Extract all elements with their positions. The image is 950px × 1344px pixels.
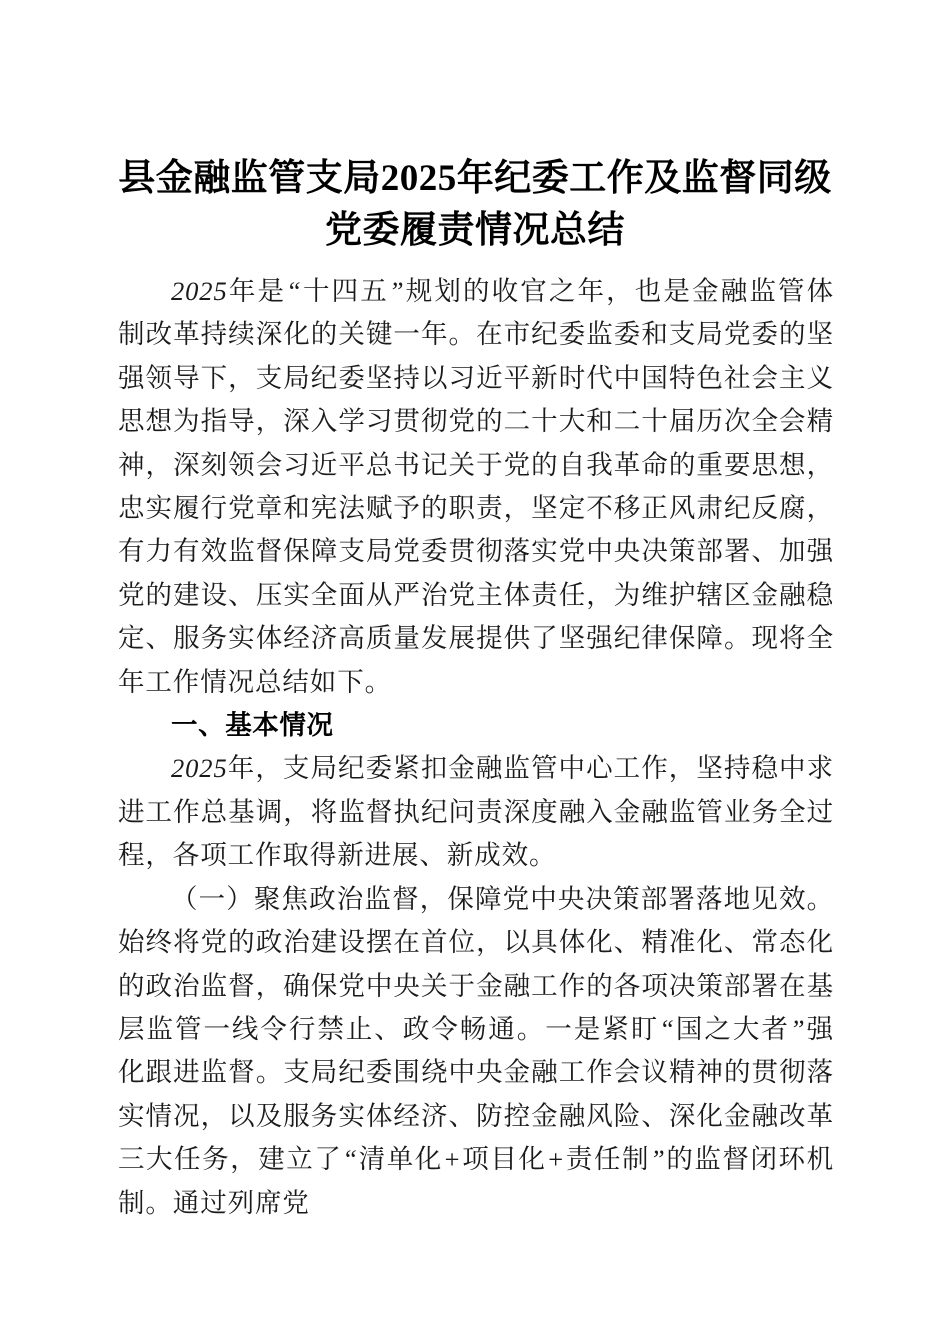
opening-paragraph: 2025年是“十四五”规划的收官之年，也是金融监管体制改革持续深化的关键一年。在市纪委监委和支局党委的坚强领导下，支局纪委坚持以习近平新时代中国特色社会主义思想为指导，深入学习贯彻党的二十大和二十届历次全会精神，深刻领会习近平总书记关于党的自我革命的重要思想，忠实履行党章和宪法赋予的职责，坚定不移正风肃纪反腐，有力有效监督保障支局党委贯彻落实党中央决策部署、加强党的建设、压实全面从严治党主体责任，为维护辖区金融稳定、服务实体经济高质量发展提供了坚强纪律保障。现将全年工作情况总结如下。: [118, 276, 834, 697]
section-heading-1: 一、基本情况: [171, 710, 334, 741]
subsection-1-body: 始终将党的政治建设摆在首位，以具体化、精准化、常态化的政治监督，确保党中央关于金融工作的各项决策部署在基层监管一线令行禁止、政令畅通。一是紧盯“国之大者”强化跟进监督。支局纪委围绕中央金融工作会议精神的贯彻落实情况，以及服务实体经济、防控金融风险、深化金融改革三大任务，建立了“清单化+项目化+责任制”的监督闭环机制。通过列席党: [118, 927, 834, 1218]
subsection-1-paragraph: [118, 878, 834, 1225]
subsection-1-lead: （一）聚焦政治监督，保障党中央决策部署落地见效。: [171, 883, 834, 914]
document-body: [118, 270, 834, 1225]
page-title: 县金融监管支局2025年纪委工作及监督同级党委履责情况总结: [118, 157, 832, 251]
section-1-intro-paragraph: 2025年，支局纪委紧扣金融监管中心工作，坚持稳中求进工作总基调，将监督执纪问责深度融入金融监管业务全过程，各项工作取得新进展、新成效。: [118, 753, 834, 871]
